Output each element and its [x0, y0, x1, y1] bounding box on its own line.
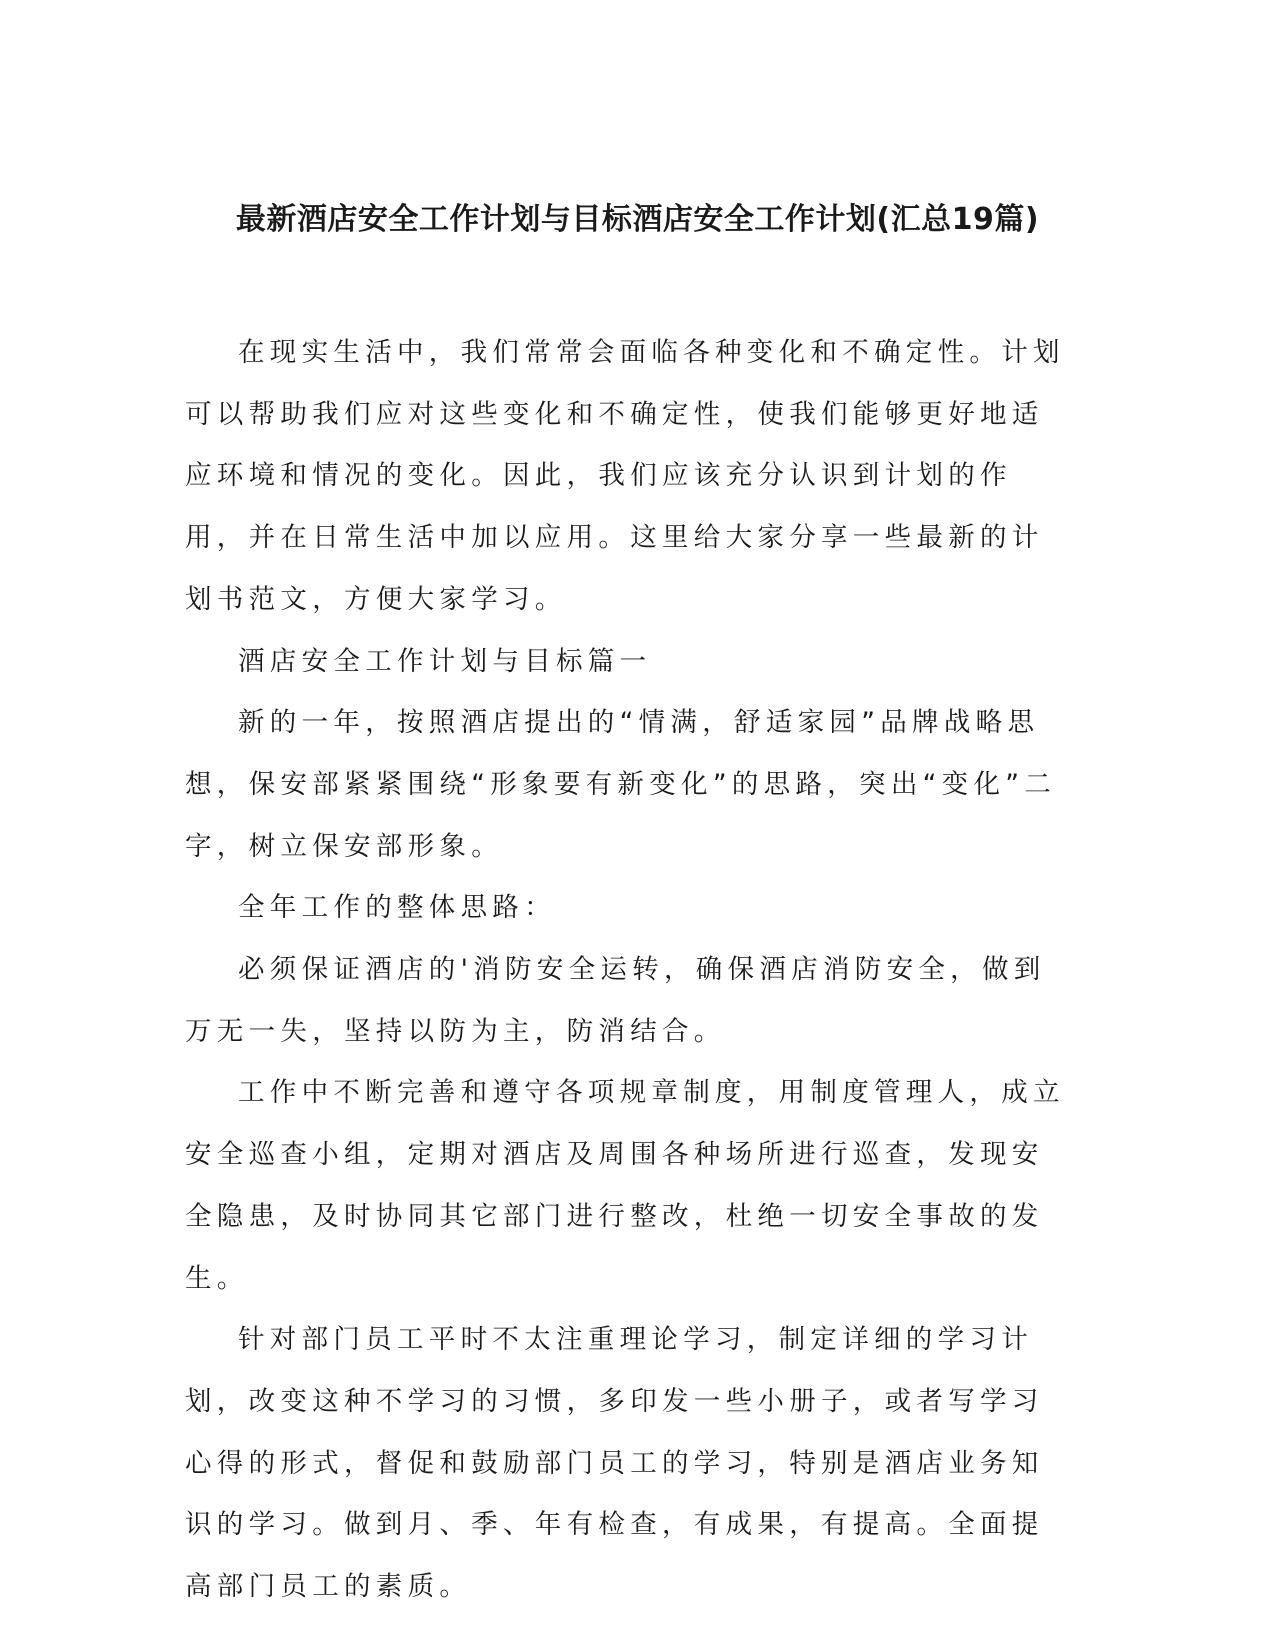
- paragraph: 全年工作的整体思路：: [238, 892, 556, 924]
- section-heading: 酒店安全工作计划与目标篇一: [238, 645, 652, 677]
- paragraph: 针对部门员工平时不太注重理论学习，制定详细的学习计划，改变这种不学习的习惯，多印发一些小册子，或者写学习心得的形式，督促和鼓励部门员工的学习，特别是酒店业务知识的学习。做到月、季、年有检查，有成果，有提高。全面提高部门员工的素质。: [185, 1324, 1044, 1603]
- paragraph: 工作中不断完善和遵守各项规章制度，用制度管理人，成立安全巡查小组，定期对酒店及周围各种场所进行巡查，发现安全隐患，及时协同其它部门进行整改，杜绝一切安全事故的发生。: [185, 1077, 1065, 1294]
- document-title: 最新酒店安全工作计划与目标酒店安全工作计划(汇总19篇): [235, 202, 1040, 237]
- document-body: [185, 322, 1073, 1618]
- paragraph: 新的一年，按照酒店提出的“情满，舒适家园”品牌战略思想，保安部紧紧围绕“形象要有新变化”的思路，突出“变化”二字，树立保安部形象。: [185, 707, 1057, 862]
- paragraph: 必须保证酒店的'消防安全运转，确保酒店消防安全，做到万无一失，坚持以防为主，防消结合。: [185, 954, 1046, 1047]
- paragraph-intro: 在现实生活中，我们常常会面临各种变化和不确定性。计划可以帮助我们应对这些变化和不确定性，使我们能够更好地适应环境和情况的变化。因此，我们应该充分认识到计划的作用，并在日常生活中加以应用。这里给大家分享一些最新的计划书范文，方便大家学习。: [185, 337, 1065, 615]
